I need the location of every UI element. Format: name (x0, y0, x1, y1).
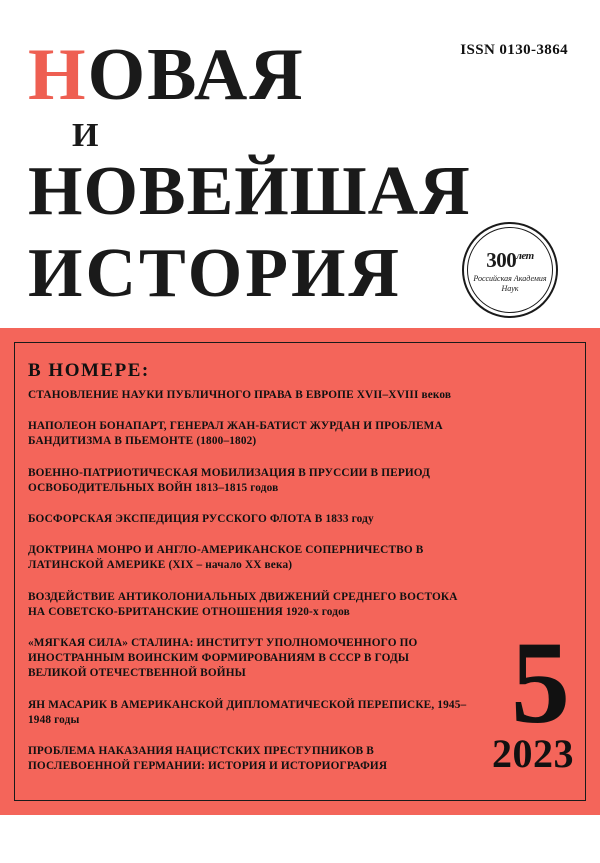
issue-number: 5 (511, 617, 570, 748)
list-item: БОСФОРСКАЯ ЭКСПЕДИЦИЯ РУССКОГО ФЛОТА В 1833 году (28, 513, 374, 526)
contents-panel (0, 328, 600, 815)
list-item: ВОЕННО-ПАТРИОТИЧЕСКАЯ МОБИЛИЗАЦИЯ В ПРУССИИ В ПЕРИОД ОСВОБОДИТЕЛЬНЫХ ВОЙН 1813–1815 годов (28, 466, 431, 494)
list-item: НАПОЛЕОН БОНАПАРТ, ГЕНЕРАЛ ЖАН-БАТИСТ ЖУРДАН И ПРОБЛЕМА БАНДИТИЗМА В ПЬЕМОНТЕ (1800–1802) (28, 420, 443, 448)
seal-number-suffix: лет (516, 250, 534, 262)
contents-heading: В НОМЕРЕ: (28, 360, 150, 381)
list-item: СТАНОВЛЕНИЕ НАУКИ ПУБЛИЧНОГО ПРАВА В ЕВРОПЕ XVII–XVIII веков (28, 389, 452, 401)
anniversary-seal-icon (462, 222, 558, 318)
list-item: ДОКТРИНА МОНРО И АНГЛО-АМЕРИКАНСКОЕ СОПЕРНИЧЕСТВО В ЛАТИНСКОЙ АМЕРИКЕ (XIX – начало XX века) (28, 544, 424, 572)
contents-list (28, 388, 468, 774)
seal-line-2: Наук (501, 284, 519, 293)
list-item: ПРОБЛЕМА НАКАЗАНИЯ НАЦИСТСКИХ ПРЕСТУПНИКОВ В ПОСЛЕВОЕННОЙ ГЕРМАНИИ: ИСТОРИЯ И ИСТОРИОГРАФИЯ (28, 745, 388, 773)
title-line-3: ИСТОРИЯ (28, 235, 402, 312)
issn-text: ISSN 0130-3864 (460, 42, 568, 58)
issue-year: 2023 (492, 731, 574, 776)
title-line-1 (28, 34, 572, 116)
title-line-2: НОВЕЙШАЯ (28, 153, 471, 230)
cover-footer (0, 815, 600, 863)
title-line-1-rest: ОВАЯ (87, 34, 305, 116)
cover-header (0, 0, 600, 328)
list-item: ЯН МАСАРИК В АМЕРИКАНСКОЙ ДИПЛОМАТИЧЕСКОЙ ПЕРЕПИСКЕ, 1945–1948 годы (28, 698, 467, 726)
list-item: ВОЗДЕЙСТВИЕ АНТИКОЛОНИАЛЬНЫХ ДВИЖЕНИЙ СРЕДНЕГО ВОСТОКА НА СОВЕТСКО-БРИТАНСКИЕ ОТНОШЕНИЯ 1920-х годов (28, 590, 458, 618)
title-conjunction: И (72, 117, 99, 154)
title-initial-letter: Н (28, 34, 88, 116)
seal-number-value: 300 (486, 248, 517, 272)
seal-number (486, 246, 533, 271)
seal-line-1: Российская Академия (473, 274, 547, 283)
anniversary-seal-inner (467, 227, 553, 313)
list-item: «МЯГКАЯ СИЛА» СТАЛИНА: ИНСТИТУТ УПОЛНОМОЧЕННОГО ПО ИНОСТРАННЫМ ВОИНСКИМ ФОРМИРОВАНИЯМ В СССР В ГОДЫ ВЕЛИКОЙ ОТЕЧЕСТВЕННОЙ ВОЙНЫ (28, 637, 418, 680)
